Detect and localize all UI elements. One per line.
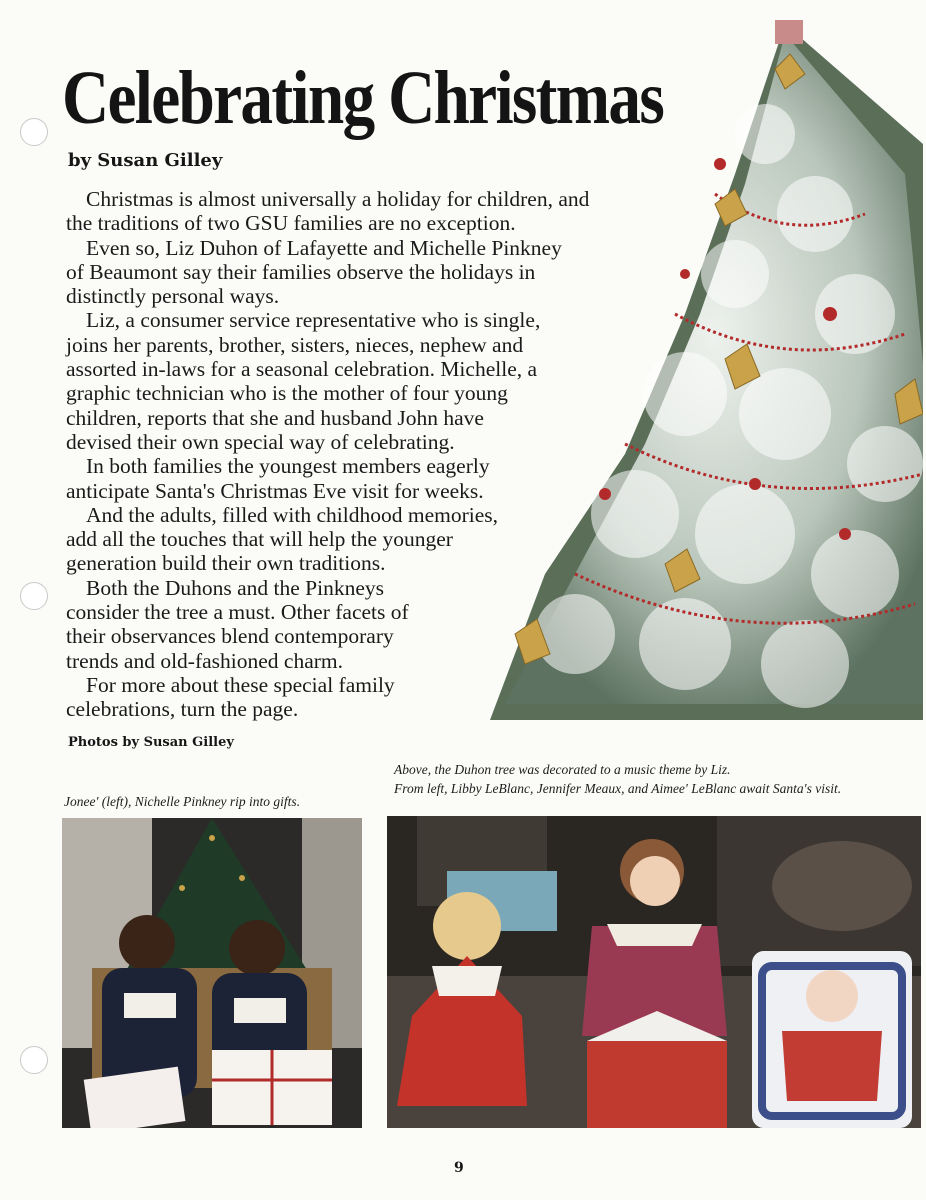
body-line: generation build their own traditions. <box>66 551 386 576</box>
byline: by Susan Gilley <box>68 150 223 171</box>
body-line: celebrations, turn the page. <box>66 697 299 722</box>
christmas-tree-photo <box>485 14 923 720</box>
body-line: add all the touches that will help the younger <box>66 527 453 552</box>
body-line: distinctly personal ways. <box>66 284 280 309</box>
body-line: assorted in-laws for a seasonal celebration. Michelle, a <box>66 357 538 382</box>
caption-pinkney-twins: Jonee' (left), Nichelle Pinkney rip into gifts. <box>64 794 301 809</box>
duhon-kids-photo <box>387 816 921 1128</box>
body-line: the traditions of two GSU families are no exception. <box>66 211 516 236</box>
body-line: Liz, a consumer service representative who is single, <box>86 308 541 333</box>
body-line: Christmas is almost universally a holiday for children, and <box>86 187 590 211</box>
body-line: joins her parents, brother, sisters, nieces, nephew and <box>66 332 524 357</box>
page-number: 9 <box>454 1160 464 1176</box>
body-line: In both families the youngest members eagerly <box>86 454 490 479</box>
pinkney-twins-photo <box>62 818 362 1128</box>
body-line: Even so, Liz Duhon of Lafayette and Michelle Pinkney <box>86 235 562 260</box>
photo-credit: Photos by Susan Gilley <box>68 735 234 750</box>
binder-hole <box>20 582 48 610</box>
body-line: consider the tree a must. Other facets of <box>66 600 409 625</box>
body-line: children, reports that she and husband John have <box>66 405 484 430</box>
caption-duhon-kids: From left, Libby LeBlanc, Jennifer Meaux, and Aimee' LeBlanc await Santa's visit. <box>394 781 842 796</box>
body-line: devised their own special way of celebrating. <box>66 429 455 454</box>
body-line: For more about these special family <box>86 672 395 697</box>
body-line: Both the Duhons and the Pinkneys <box>86 575 384 600</box>
body-line: trends and old-fashioned charm. <box>66 648 344 673</box>
body-line: graphic technician who is the mother of four young <box>66 381 508 406</box>
binder-hole <box>20 118 48 146</box>
body-line: anticipate Santa's Christmas Eve visit for weeks. <box>66 478 484 503</box>
article-title: Celebrating Christmas <box>62 56 664 140</box>
caption-tree: Above, the Duhon tree was decorated to a music theme by Liz. <box>394 762 731 777</box>
body-line: of Beaumont say their families observe the holidays in <box>66 259 536 284</box>
body-line: And the adults, filled with childhood memories, <box>86 502 499 527</box>
body-line: their observances blend contemporary <box>66 624 394 649</box>
binder-hole <box>20 1046 48 1074</box>
